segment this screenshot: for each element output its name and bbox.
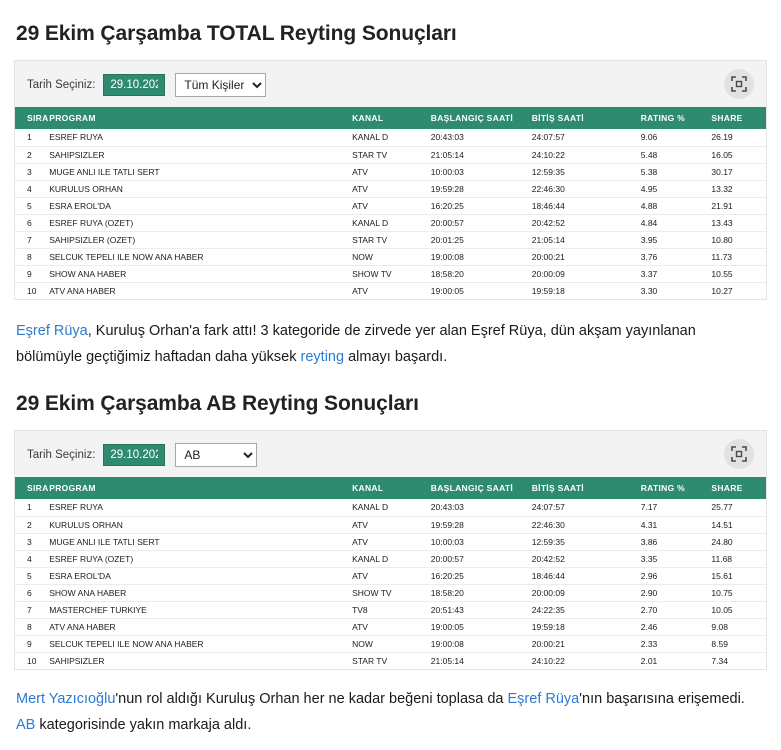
cell-kanal: KANAL D [346, 214, 425, 231]
cell-share: 13.43 [705, 214, 766, 231]
cell-bitis: 20:00:09 [526, 584, 635, 601]
cell-share: 26.19 [705, 129, 766, 146]
left-margin [0, 0, 6, 750]
fullscreen-icon[interactable] [724, 69, 754, 99]
col-header-bitis: BİTİŞ SAATİ [526, 107, 635, 129]
cell-baslangic: 19:00:05 [425, 282, 526, 299]
summary-paragraph-ab [14, 670, 767, 738]
cell-baslangic: 20:43:03 [425, 129, 526, 146]
paragraph-text-1: 'nun rol aldığı Kuruluş Orhan her ne kadar beğeni toplasa da [115, 691, 508, 707]
ratings-table-ab [15, 477, 766, 669]
table-body-total [15, 129, 766, 299]
col-header-program: PROGRAM [43, 477, 346, 499]
cell-program: SAHIPSIZLER (OZET) [43, 231, 346, 248]
cell-sira: 6 [15, 214, 43, 231]
cell-program: KURULUS ORHAN [43, 180, 346, 197]
cell-bitis: 24:22:35 [526, 601, 635, 618]
cell-program: SAHIPSIZLER [43, 652, 346, 669]
cell-share: 10.05 [705, 601, 766, 618]
cell-bitis: 20:00:21 [526, 635, 635, 652]
cell-rating: 4.88 [635, 197, 706, 214]
cell-baslangic: 10:00:03 [425, 163, 526, 180]
table-row [15, 248, 766, 265]
cell-sira: 8 [15, 618, 43, 635]
fullscreen-icon[interactable] [724, 439, 754, 469]
cell-share: 16.05 [705, 146, 766, 163]
cell-rating: 3.76 [635, 248, 706, 265]
cell-sira: 4 [15, 550, 43, 567]
table-row [15, 516, 766, 533]
cell-kanal: ATV [346, 618, 425, 635]
cell-kanal: ATV [346, 516, 425, 533]
table-row [15, 265, 766, 282]
link-mert-yazicioglu[interactable]: Mert Yazıcıoğlu [16, 691, 116, 707]
table-row [15, 618, 766, 635]
cell-bitis: 12:59:35 [526, 533, 635, 550]
cell-sira: 3 [15, 163, 43, 180]
cell-program: KURULUS ORHAN [43, 516, 346, 533]
cell-program: MASTERCHEF TURKIYE [43, 601, 346, 618]
cell-program: ESRA EROL'DA [43, 197, 346, 214]
cell-bitis: 24:10:22 [526, 652, 635, 669]
cell-rating: 4.95 [635, 180, 706, 197]
ratings-panel-total [14, 60, 767, 300]
cell-sira: 8 [15, 248, 43, 265]
cell-share: 11.68 [705, 550, 766, 567]
cell-bitis: 20:00:21 [526, 248, 635, 265]
cell-share: 7.34 [705, 652, 766, 669]
cell-kanal: ATV [346, 197, 425, 214]
cell-program: ESREF RUYA [43, 129, 346, 146]
cell-sira: 6 [15, 584, 43, 601]
cell-baslangic: 19:59:28 [425, 180, 526, 197]
cell-share: 21.91 [705, 197, 766, 214]
table-row [15, 652, 766, 669]
cell-sira: 1 [15, 129, 43, 146]
cell-bitis: 22:46:30 [526, 180, 635, 197]
table-header-total [15, 107, 766, 129]
col-header-sira: SIRA [15, 477, 43, 499]
col-header-share: SHARE [705, 477, 766, 499]
cell-rating: 2.33 [635, 635, 706, 652]
cell-kanal: SHOW TV [346, 584, 425, 601]
cell-baslangic: 10:00:03 [425, 533, 526, 550]
col-header-kanal: KANAL [346, 107, 425, 129]
table-row [15, 499, 766, 516]
cell-kanal: STAR TV [346, 231, 425, 248]
cell-rating: 2.01 [635, 652, 706, 669]
cell-bitis: 24:07:57 [526, 129, 635, 146]
cell-rating: 3.30 [635, 282, 706, 299]
cell-share: 10.75 [705, 584, 766, 601]
cell-rating: 2.70 [635, 601, 706, 618]
cell-sira: 9 [15, 635, 43, 652]
cell-rating: 5.48 [635, 146, 706, 163]
cell-baslangic: 19:00:08 [425, 248, 526, 265]
cell-baslangic: 16:20:25 [425, 567, 526, 584]
cell-share: 14.51 [705, 516, 766, 533]
cell-sira: 2 [15, 146, 43, 163]
cell-baslangic: 20:00:57 [425, 550, 526, 567]
table-header-ab [15, 477, 766, 499]
cell-bitis: 19:59:18 [526, 282, 635, 299]
date-label-total: Tarih Seçiniz: [27, 79, 96, 91]
col-header-baslangic: BAŞLANGIÇ SAATİ [425, 477, 526, 499]
cell-share: 24.80 [705, 533, 766, 550]
cell-rating: 3.86 [635, 533, 706, 550]
col-header-share: SHARE [705, 107, 766, 129]
col-header-sira: SIRA [15, 107, 43, 129]
table-body-ab [15, 499, 766, 669]
link-esref-ruya[interactable]: Eşref Rüya [507, 691, 580, 707]
table-row [15, 214, 766, 231]
cell-sira: 1 [15, 499, 43, 516]
cell-rating: 9.06 [635, 129, 706, 146]
link-esref-ruya[interactable]: Eşref Rüya [16, 323, 88, 339]
cell-baslangic: 21:05:14 [425, 652, 526, 669]
table-row [15, 584, 766, 601]
cell-kanal: ATV [346, 163, 425, 180]
cell-share: 10.80 [705, 231, 766, 248]
cell-rating: 4.31 [635, 516, 706, 533]
toolbar-ab [15, 431, 766, 477]
ratings-panel-ab [14, 430, 767, 670]
cell-sira: 2 [15, 516, 43, 533]
date-label-ab: Tarih Seçiniz: [27, 449, 96, 461]
link-ab[interactable]: AB [16, 717, 36, 733]
cell-bitis: 24:07:57 [526, 499, 635, 516]
cell-baslangic: 20:51:43 [425, 601, 526, 618]
cell-rating: 2.96 [635, 567, 706, 584]
cell-program: ESREF RUYA (OZET) [43, 214, 346, 231]
cell-share: 9.08 [705, 618, 766, 635]
table-row [15, 635, 766, 652]
cell-kanal: KANAL D [346, 550, 425, 567]
cell-share: 13.32 [705, 180, 766, 197]
cell-program: SHOW ANA HABER [43, 265, 346, 282]
cell-bitis: 19:59:18 [526, 618, 635, 635]
cell-baslangic: 16:20:25 [425, 197, 526, 214]
category-select-ab[interactable] [175, 443, 257, 467]
col-header-rating: RATING % [635, 107, 706, 129]
cell-kanal: KANAL D [346, 129, 425, 146]
cell-rating: 2.90 [635, 584, 706, 601]
paragraph-text-1: , Kuruluş Orhan'a fark attı! 3 kategoride de zirvede yer alan Eşref Rüya, dün akşam yayınlanan bölümüyle geçtiğimiz haftadan daha yüksek [16, 323, 696, 365]
table-row [15, 567, 766, 584]
cell-sira: 5 [15, 197, 43, 214]
col-header-program: PROGRAM [43, 107, 346, 129]
cell-sira: 9 [15, 265, 43, 282]
cell-share: 25.77 [705, 499, 766, 516]
ratings-table-total [15, 107, 766, 299]
page-title-ab: 29 Ekim Çarşamba AB Reyting Sonuçları [16, 392, 419, 415]
cell-rating: 4.84 [635, 214, 706, 231]
table-row [15, 180, 766, 197]
cell-program: ESREF RUYA [43, 499, 346, 516]
col-header-baslangic: BAŞLANGIÇ SAATİ [425, 107, 526, 129]
cell-kanal: KANAL D [346, 499, 425, 516]
cell-kanal: STAR TV [346, 146, 425, 163]
category-select-total[interactable] [175, 73, 266, 97]
cell-sira: 10 [15, 282, 43, 299]
cell-program: SELCUK TEPELI ILE NOW ANA HABER [43, 248, 346, 265]
cell-bitis: 12:59:35 [526, 163, 635, 180]
col-header-rating: RATING % [635, 477, 706, 499]
cell-program: SAHIPSIZLER [43, 146, 346, 163]
right-margin [775, 0, 781, 750]
cell-baslangic: 18:58:20 [425, 584, 526, 601]
cell-bitis: 24:10:22 [526, 146, 635, 163]
cell-sira: 7 [15, 231, 43, 248]
table-header-row [15, 477, 766, 499]
cell-baslangic: 20:00:57 [425, 214, 526, 231]
cell-program: ESREF RUYA (OZET) [43, 550, 346, 567]
cell-kanal: TV8 [346, 601, 425, 618]
cell-baslangic: 21:05:14 [425, 146, 526, 163]
summary-paragraph-total [14, 300, 767, 370]
cell-sira: 7 [15, 601, 43, 618]
cell-program: ATV ANA HABER [43, 618, 346, 635]
cell-rating: 5.38 [635, 163, 706, 180]
cell-program: SELCUK TEPELI ILE NOW ANA HABER [43, 635, 346, 652]
cell-rating: 3.37 [635, 265, 706, 282]
cell-kanal: ATV [346, 180, 425, 197]
cell-bitis: 18:46:44 [526, 197, 635, 214]
cell-kanal: SHOW TV [346, 265, 425, 282]
date-input-total[interactable] [103, 74, 165, 96]
table-row [15, 231, 766, 248]
cell-program: MUGE ANLI ILE TATLI SERT [43, 533, 346, 550]
table-row [15, 550, 766, 567]
cell-program: MUGE ANLI ILE TATLI SERT [43, 163, 346, 180]
cell-kanal: ATV [346, 533, 425, 550]
col-header-bitis: BİTİŞ SAATİ [526, 477, 635, 499]
paragraph-text-2: 'nın başarısına erişemedi. [579, 691, 745, 707]
cell-share: 10.27 [705, 282, 766, 299]
paragraph-text-2: almayı başardı. [344, 349, 448, 365]
cell-rating: 3.35 [635, 550, 706, 567]
date-input-ab[interactable] [103, 444, 165, 466]
cell-program: ESRA EROL'DA [43, 567, 346, 584]
cell-rating: 3.95 [635, 231, 706, 248]
link-reyting[interactable]: reyting [300, 349, 345, 365]
cell-baslangic: 18:58:20 [425, 265, 526, 282]
toolbar-total [15, 61, 766, 107]
cell-bitis: 18:46:44 [526, 567, 635, 584]
cell-program: ATV ANA HABER [43, 282, 346, 299]
cell-bitis: 20:42:52 [526, 214, 635, 231]
cell-bitis: 21:05:14 [526, 231, 635, 248]
cell-sira: 5 [15, 567, 43, 584]
cell-rating: 2.46 [635, 618, 706, 635]
col-header-kanal: KANAL [346, 477, 425, 499]
cell-kanal: ATV [346, 567, 425, 584]
cell-sira: 4 [15, 180, 43, 197]
cell-kanal: NOW [346, 248, 425, 265]
cell-baslangic: 19:59:28 [425, 516, 526, 533]
table-row [15, 282, 766, 299]
cell-share: 10.55 [705, 265, 766, 282]
table-row [15, 533, 766, 550]
table-row [15, 146, 766, 163]
cell-sira: 3 [15, 533, 43, 550]
table-row [15, 129, 766, 146]
table-row [15, 601, 766, 618]
cell-share: 11.73 [705, 248, 766, 265]
table-header-row [15, 107, 766, 129]
cell-baslangic: 20:43:03 [425, 499, 526, 516]
cell-baslangic: 20:01:25 [425, 231, 526, 248]
cell-share: 15.61 [705, 567, 766, 584]
page-title-total: 29 Ekim Çarşamba TOTAL Reyting Sonuçları [16, 22, 457, 45]
cell-bitis: 20:42:52 [526, 550, 635, 567]
paragraph-text-3: kategorisinde yakın markaja aldı. [35, 717, 252, 733]
cell-kanal: NOW [346, 635, 425, 652]
cell-bitis: 20:00:09 [526, 265, 635, 282]
cell-rating: 7.17 [635, 499, 706, 516]
cell-baslangic: 19:00:08 [425, 635, 526, 652]
cell-sira: 10 [15, 652, 43, 669]
cell-bitis: 22:46:30 [526, 516, 635, 533]
cell-kanal: STAR TV [346, 652, 425, 669]
cell-share: 8.59 [705, 635, 766, 652]
table-row [15, 197, 766, 214]
cell-kanal: ATV [346, 282, 425, 299]
cell-share: 30.17 [705, 163, 766, 180]
cell-program: SHOW ANA HABER [43, 584, 346, 601]
table-row [15, 163, 766, 180]
cell-baslangic: 19:00:05 [425, 618, 526, 635]
